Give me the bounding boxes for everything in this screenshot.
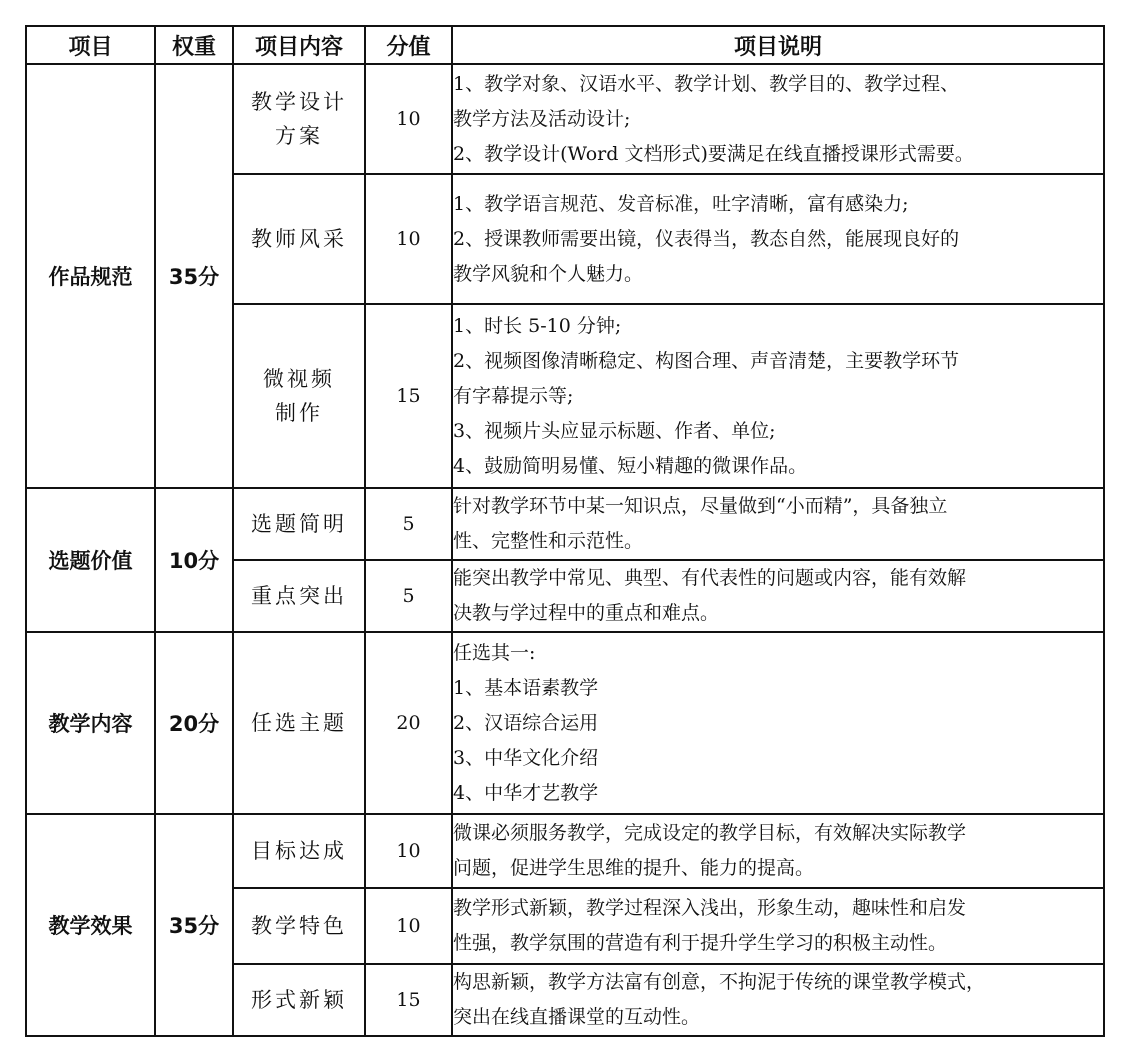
weight-cell: 35分 <box>155 64 233 488</box>
description-cell <box>452 888 1104 964</box>
content-cell <box>233 174 365 304</box>
content-cell <box>233 888 365 964</box>
description-line: 1、教学对象、汉语水平、教学计划、教学目的、教学过程、 <box>453 72 960 95</box>
content-line: 重点突出 <box>251 584 347 608</box>
category-cell: 作品规范 <box>26 64 155 488</box>
description-cell <box>452 560 1104 632</box>
description-line: 2、汉语综合运用 <box>453 711 599 734</box>
description-cell <box>452 64 1104 174</box>
content-cell <box>233 560 365 632</box>
category-cell: 教学内容 <box>26 632 155 814</box>
description-line: 问题，促进学生思维的提升、能力的提高。 <box>453 857 815 879</box>
content-cell <box>233 814 365 888</box>
description-cell <box>452 964 1104 1036</box>
content-cell <box>233 64 365 174</box>
description-line: 针对教学环节中某一知识点，尽量做到“小而精”，具备独立 <box>453 495 948 517</box>
content-line: 目标达成 <box>251 839 347 863</box>
description-line: 4、中华才艺教学 <box>453 781 599 804</box>
content-line: 制作 <box>275 401 323 425</box>
weight-cell: 20分 <box>155 632 233 814</box>
content-line: 任选主题 <box>251 711 347 735</box>
description-cell <box>452 632 1104 814</box>
header-content: 项目内容 <box>233 26 365 64</box>
description-cell <box>452 304 1104 488</box>
description-line: 3、视频片头应显示标题、作者、单位; <box>453 419 776 442</box>
header-score: 分值 <box>365 26 452 64</box>
description-line: 3、中华文化介绍 <box>453 746 599 769</box>
table-row <box>26 632 1104 814</box>
description-line: 性、完整性和示范性。 <box>453 530 644 552</box>
description-line: 1、时长 5-10 分钟; <box>453 314 622 337</box>
description-line: 1、教学语言规范、发音标准，吐字清晰，富有感染力; <box>453 192 909 215</box>
description-cell <box>452 814 1104 888</box>
header-description: 项目说明 <box>452 26 1104 64</box>
header-category: 项目 <box>26 26 155 64</box>
description-line: 1、基本语素教学 <box>453 676 599 699</box>
content-cell <box>233 964 365 1036</box>
content-line: 教学特色 <box>251 914 347 938</box>
rubric-body <box>26 64 1104 1036</box>
weight-cell: 10分 <box>155 488 233 632</box>
content-line: 形式新颖 <box>251 988 347 1012</box>
category-cell: 教学效果 <box>26 814 155 1036</box>
description-line: 突出在线直播课堂的互动性。 <box>453 1006 701 1028</box>
description-line: 有字幕提示等; <box>453 384 574 407</box>
description-line: 2、授课教师需要出镜，仪表得当，教态自然，能展现良好的 <box>453 227 960 250</box>
score-cell: 5 <box>365 488 452 560</box>
scoring-rubric-table <box>25 25 1105 1037</box>
score-cell: 10 <box>365 814 452 888</box>
description-line: 2、教学设计(Word 文档形式)要满足在线直播授课形式需要。 <box>453 142 974 165</box>
header-row <box>26 26 1104 64</box>
description-line: 2、视频图像清晰稳定、构图合理、声音清楚，主要教学环节 <box>453 349 960 372</box>
category-cell: 选题价值 <box>26 488 155 632</box>
table-row <box>26 488 1104 560</box>
score-cell: 10 <box>365 888 452 964</box>
description-line: 能突出教学中常见、典型、有代表性的问题或内容，能有效解 <box>453 567 967 589</box>
description-line: 教学方法及活动设计; <box>453 107 631 130</box>
header-weight: 权重 <box>155 26 233 64</box>
description-line: 性强，教学氛围的营造有利于提升学生学习的积极主动性。 <box>453 932 948 954</box>
content-line: 教师风采 <box>251 227 347 251</box>
content-line: 微视频 <box>263 367 335 391</box>
description-line: 微课必须服务教学，完成设定的教学目标，有效解决实际教学 <box>453 822 967 844</box>
description-line: 教学风貌和个人魅力。 <box>453 262 644 285</box>
description-line: 决教与学过程中的重点和难点。 <box>453 602 720 624</box>
score-cell: 15 <box>365 304 452 488</box>
content-cell <box>233 304 365 488</box>
content-cell <box>233 632 365 814</box>
content-line: 方案 <box>275 124 323 148</box>
score-cell: 5 <box>365 560 452 632</box>
description-cell <box>452 174 1104 304</box>
content-cell <box>233 488 365 560</box>
score-cell: 20 <box>365 632 452 814</box>
description-line: 4、鼓励简明易懂、短小精趣的微课作品。 <box>453 454 808 477</box>
description-line: 构思新颖，教学方法富有创意，不拘泥于传统的课堂教学模式， <box>453 971 986 993</box>
description-cell <box>452 488 1104 560</box>
score-cell: 15 <box>365 964 452 1036</box>
table-row <box>26 64 1104 174</box>
score-cell: 10 <box>365 64 452 174</box>
weight-cell: 35分 <box>155 814 233 1036</box>
description-line: 任选其一: <box>453 641 536 664</box>
table-row <box>26 814 1104 888</box>
content-line: 选题简明 <box>251 512 347 536</box>
description-line: 教学形式新颖，教学过程深入浅出，形象生动，趣味性和启发 <box>453 897 967 919</box>
content-line: 教学设计 <box>251 90 347 114</box>
score-cell: 10 <box>365 174 452 304</box>
